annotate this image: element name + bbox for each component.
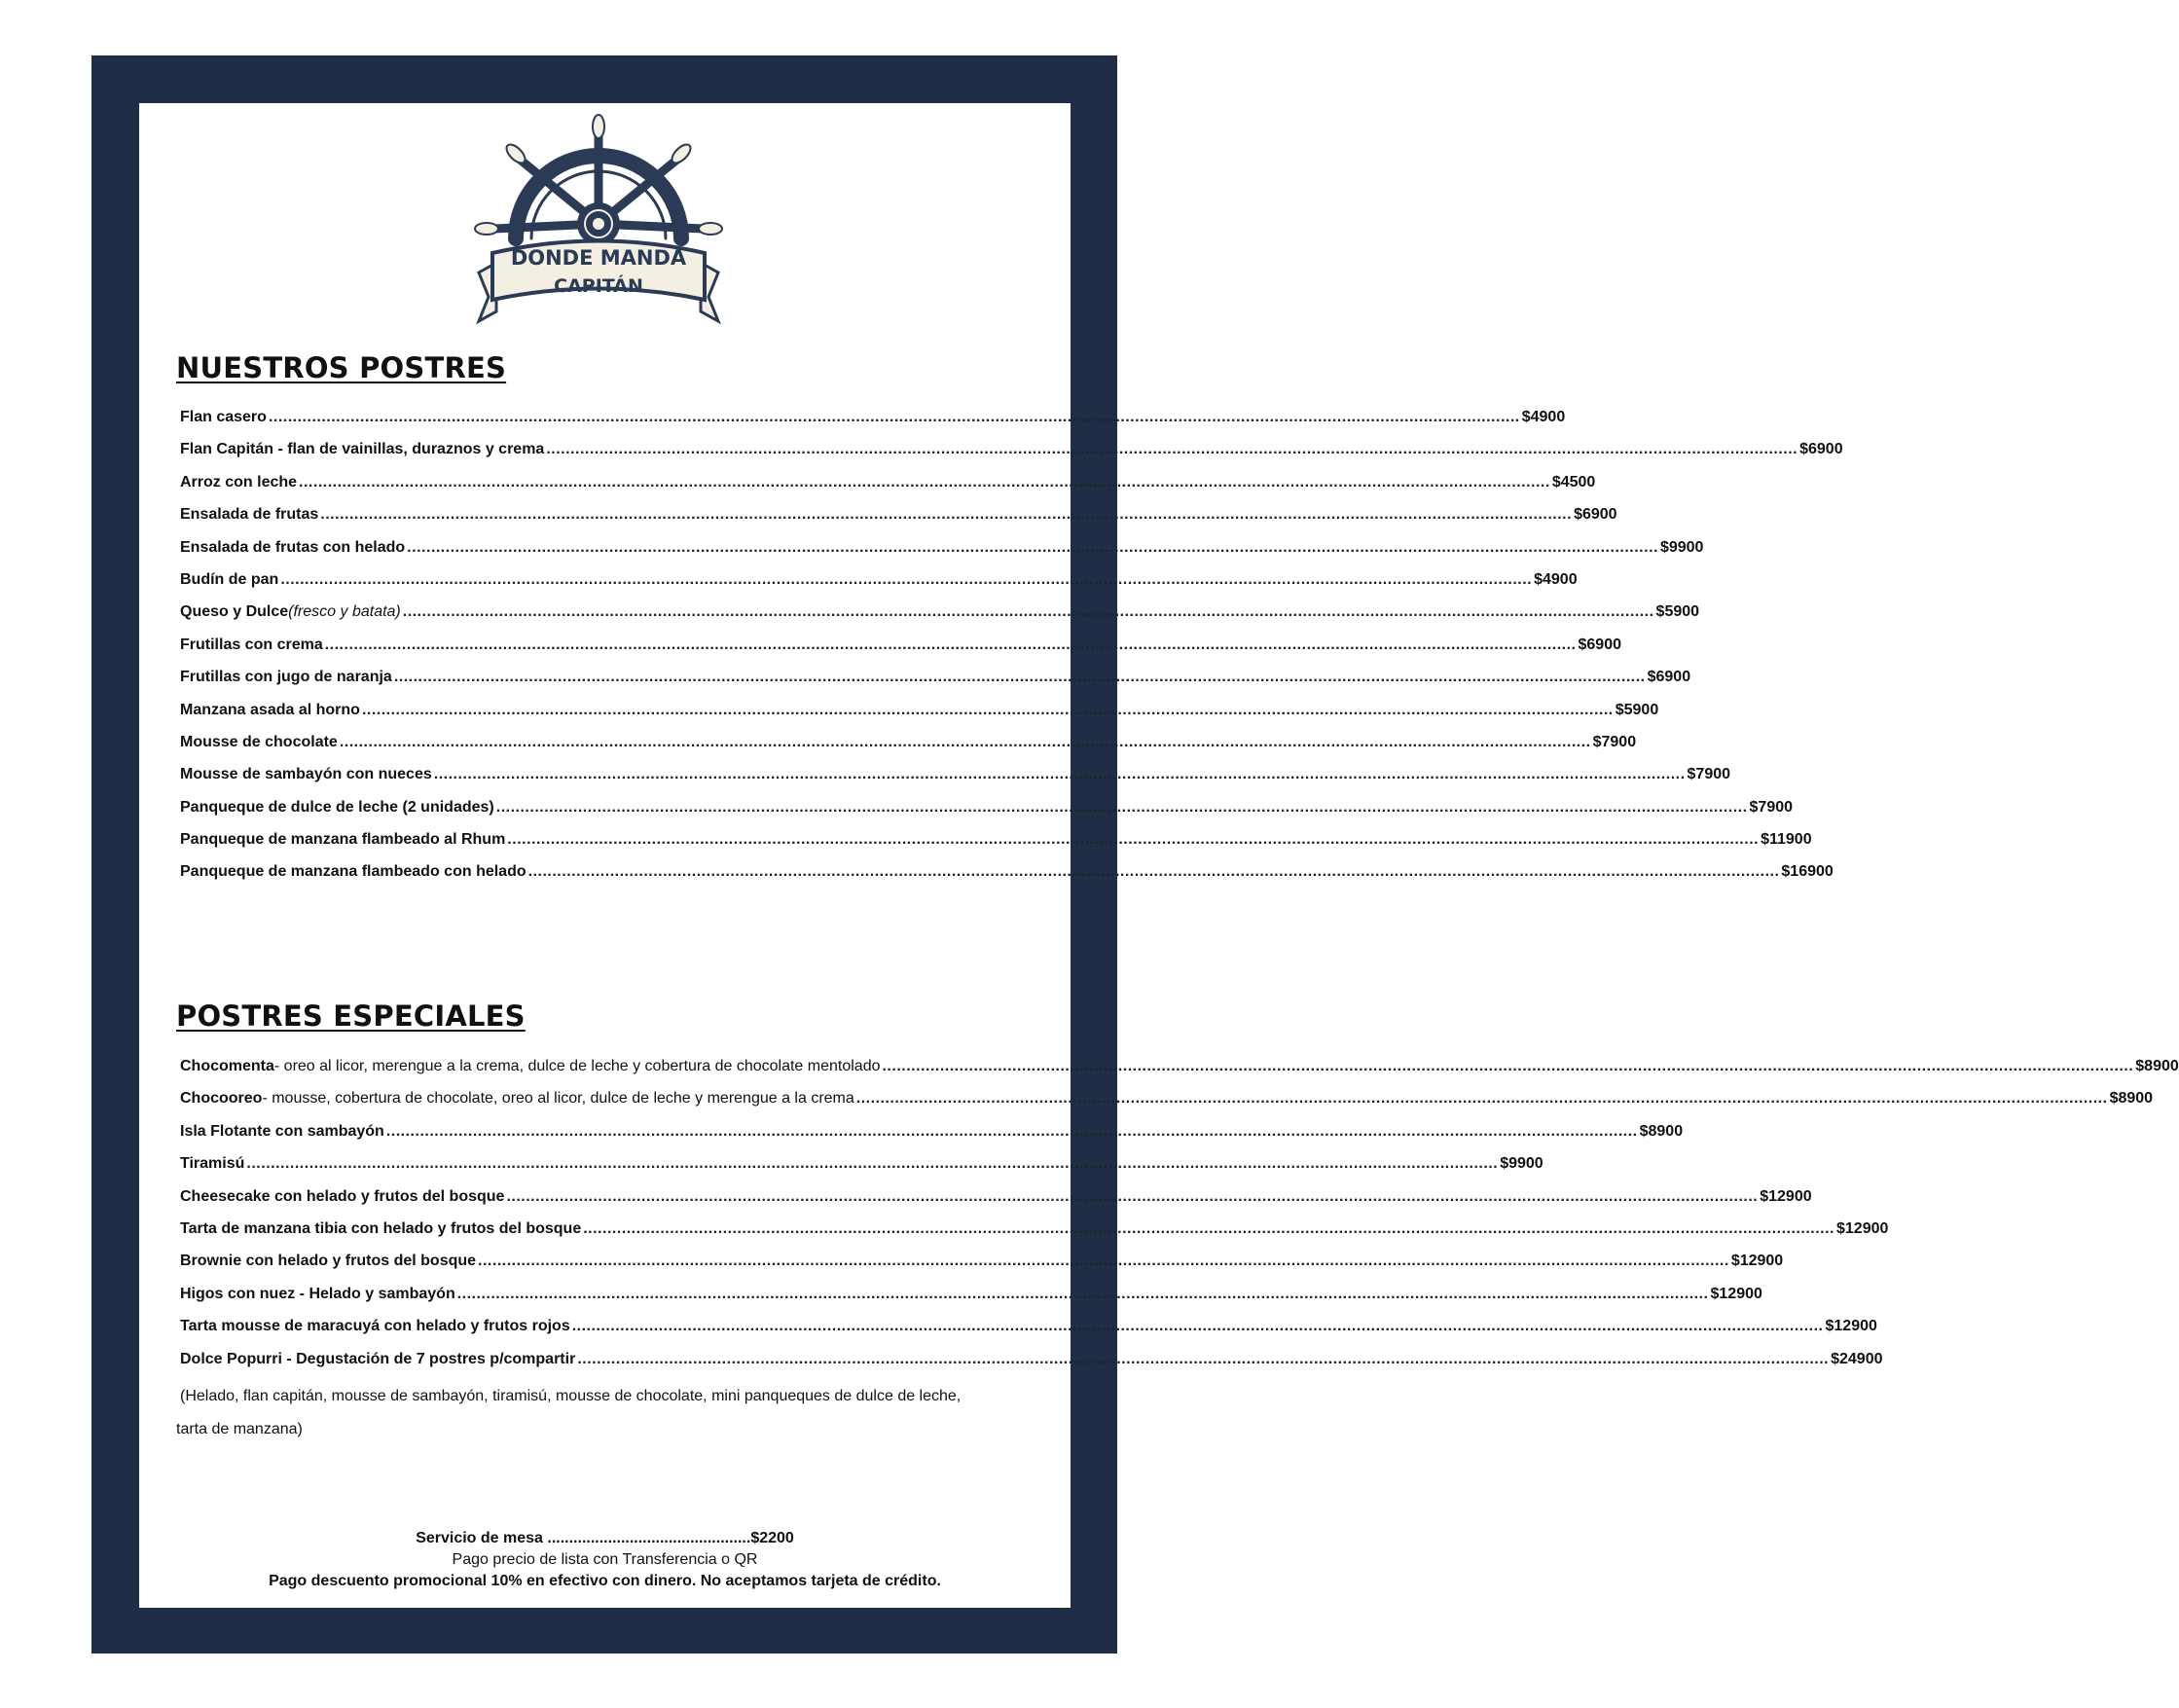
menu-item-name: Flan casero <box>180 409 267 425</box>
dot-leader: .................................................................................................................................................................................................................................................................... <box>527 863 1780 881</box>
menu-item <box>180 862 1834 894</box>
menu-item-price: $8900 <box>1639 1122 1684 1140</box>
menu-item-price: $24900 <box>1831 1350 1883 1367</box>
menu-item-price: $5900 <box>1615 701 1659 718</box>
menu-item-name: Manzana asada al horno <box>180 701 360 718</box>
menu-item <box>180 636 1621 668</box>
service-label: Servicio de mesa <box>416 1530 548 1546</box>
menu-item-name: Isla Flotante con sambayón <box>180 1122 384 1140</box>
menu-item-price: $7900 <box>1687 766 1731 783</box>
menu-item <box>180 602 1700 635</box>
menu-item-price: $4500 <box>1551 473 1596 491</box>
menu-item-name: Frutillas con jugo de naranja <box>180 669 392 686</box>
menu-item-price: $5900 <box>1655 603 1700 621</box>
dot-leader: .................................................................................................................................................................................................................................................................... <box>546 441 1798 458</box>
dot-leader: .................................................................................................................................................................................................................................................................... <box>433 766 1686 783</box>
menu-item <box>180 1122 1684 1154</box>
menu-item-price: $12900 <box>1710 1285 1762 1302</box>
menu-item-name: Ensalada de frutas con helado <box>180 538 406 556</box>
service-charge <box>139 1528 1071 1549</box>
menu-item-description: (fresco y batata) <box>288 603 401 621</box>
menu-item-name: Mousse de chocolate <box>180 733 338 750</box>
service-dots: ............................................... <box>547 1530 751 1546</box>
menu-item <box>180 538 1704 570</box>
dot-leader: .................................................................................................................................................................................................................................................................... <box>385 1122 1638 1140</box>
menu-item-price: $6900 <box>1574 506 1617 524</box>
menu-item <box>180 830 1812 862</box>
menu-item-name: Dolce Popurri - Degustación de 7 postres p/compartir <box>180 1350 576 1367</box>
dot-leader: .................................................................................................................................................................................................................................................................... <box>268 409 1520 425</box>
menu-item-name: Tiramisú <box>180 1155 245 1173</box>
dot-leader: .................................................................................................................................................................................................................................................................... <box>339 733 1591 750</box>
menu-item-name: Flan Capitán - flan de vainillas, duraznos y crema <box>180 441 545 458</box>
dot-leader: .................................................................................................................................................................................................................................................................... <box>882 1058 2134 1074</box>
payment-list-note: Pago precio de lista con Transferencia o QR <box>452 1551 758 1568</box>
menu-item-name: Panqueque de manzana flambeado con helado <box>180 863 527 881</box>
dot-leader: .................................................................................................................................................................................................................................................................... <box>280 570 1533 588</box>
payment-discount-note: Pago descuento promocional 10% en efectivo con dinero. No aceptamos tarjeta de crédito. <box>269 1573 941 1589</box>
menu-item-name: Tarta mousse de maracuyá con helado y frutos rojos <box>180 1318 570 1335</box>
menu-item-price: $8900 <box>2135 1058 2179 1074</box>
menu-item-price: $6900 <box>1578 636 1621 653</box>
menu-item-description: - oreo al licor, merengue a la crema, dulce de leche y cobertura de chocolate mentolado <box>273 1058 881 1074</box>
menu-item <box>180 1154 1543 1186</box>
menu-item-price: $8900 <box>2109 1090 2154 1108</box>
dot-leader: .................................................................................................................................................................................................................................................................... <box>495 798 1748 816</box>
menu-item <box>180 668 1691 700</box>
menu-item <box>180 1350 1883 1382</box>
menu-item-price: $4900 <box>1534 570 1578 588</box>
menu-item-name: Panqueque de manzana flambeado al Rhum <box>180 831 506 849</box>
dot-leader: .................................................................................................................................................................................................................................................................... <box>320 506 1573 524</box>
footer <box>139 1528 1071 1592</box>
menu-item <box>180 473 1596 505</box>
logo-line2: CAPITÁN <box>554 275 643 297</box>
menu-item-name: Chocooreo <box>180 1090 263 1108</box>
menu-item-name: Ensalada de frutas <box>180 506 319 524</box>
menu-item <box>180 1187 1812 1219</box>
menu-item-description: - mousse, cobertura de chocolate, oreo al licor, dulce de leche y merengue a la crema <box>262 1090 854 1108</box>
menu-item-price: $9900 <box>1500 1155 1543 1173</box>
dot-leader: .................................................................................................................................................................................................................................................................... <box>299 473 1550 491</box>
dot-leader: .................................................................................................................................................................................................................................................................... <box>583 1219 1834 1237</box>
menu-item <box>180 1317 1877 1349</box>
menu-item <box>180 701 1659 733</box>
menu-item <box>180 505 1617 537</box>
dot-leader: .................................................................................................................................................................................................................................................................... <box>577 1350 1830 1367</box>
dot-leader: .................................................................................................................................................................................................................................................................... <box>402 603 1654 621</box>
menu-item <box>180 408 1566 440</box>
dessert-list <box>180 408 1843 895</box>
menu-item-name: Mousse de sambayón con nueces <box>180 766 432 783</box>
menu-item-price: $9900 <box>1659 538 1704 556</box>
menu-item <box>180 1089 2154 1121</box>
dot-leader: .................................................................................................................................................................................................................................................................... <box>571 1318 1824 1335</box>
menu-item-price: $12900 <box>1825 1318 1877 1335</box>
menu-item-name: Queso y Dulce <box>180 603 289 621</box>
menu-item-price: $4900 <box>1521 409 1566 425</box>
menu-item-name: Panqueque de dulce de leche (2 unidades) <box>180 798 494 816</box>
menu-item-name: Brownie con helado y frutos del bosque <box>180 1253 477 1270</box>
dot-leader: .................................................................................................................................................................................................................................................................... <box>507 831 1760 849</box>
menu-item <box>180 733 1637 765</box>
ship-wheel-icon <box>457 117 740 331</box>
dot-leader: .................................................................................................................................................................................................................................................................... <box>393 669 1646 686</box>
section-title-postres-especiales: POSTRES ESPECIALES <box>176 999 526 1033</box>
dot-leader: .................................................................................................................................................................................................................................................................... <box>407 538 1658 556</box>
dot-leader: .................................................................................................................................................................................................................................................................... <box>855 1090 2108 1108</box>
menu-item <box>180 1285 1762 1317</box>
dot-leader: .................................................................................................................................................................................................................................................................... <box>324 636 1577 653</box>
menu-item-name: Higos con nuez - Helado y sambayón <box>180 1285 455 1302</box>
dot-leader: .................................................................................................................................................................................................................................................................... <box>456 1285 1709 1302</box>
menu-item-price: $16900 <box>1781 863 1834 881</box>
section-title-nuestros-postres: NUESTROS POSTRES <box>176 351 507 384</box>
menu-item-price: $11900 <box>1761 831 1812 849</box>
menu-item <box>180 798 1794 830</box>
menu-item-price: $12900 <box>1730 1253 1784 1270</box>
menu-item-price: $6900 <box>1799 441 1843 458</box>
menu-item-price: $7900 <box>1592 733 1637 750</box>
menu-item <box>180 1219 1889 1252</box>
dot-leader: .................................................................................................................................................................................................................................................................... <box>246 1155 1499 1173</box>
menu-item-price: $7900 <box>1749 798 1794 816</box>
menu-item-name: Cheesecake con helado y frutos del bosque <box>180 1187 505 1205</box>
dot-leader: .................................................................................................................................................................................................................................................................... <box>506 1187 1759 1205</box>
dot-leader: .................................................................................................................................................................................................................................................................... <box>361 701 1614 718</box>
menu-item-name: Tarta de manzana tibia con helado y frutos del bosque <box>180 1219 582 1237</box>
menu-item-name: Budín de pan <box>180 570 279 588</box>
service-price: $2200 <box>750 1530 794 1546</box>
dolce-popurri-note: (Helado, flan capitán, mousse de sambayón, tiramisú, mousse de chocolate, mini panqueques de dulce de leche, tarta de manzana) <box>176 1388 962 1437</box>
logo-line1: DONDE MANDA <box>510 246 687 270</box>
menu-item-name: Chocomenta <box>180 1058 274 1074</box>
menu-item-price: $6900 <box>1647 669 1691 686</box>
dot-leader: .................................................................................................................................................................................................................................................................... <box>478 1253 1729 1270</box>
menu-item <box>180 440 1843 472</box>
menu-item <box>180 1057 2179 1089</box>
menu-item <box>180 1252 1784 1284</box>
menu-item <box>180 570 1578 602</box>
menu-item-price: $12900 <box>1836 1219 1889 1237</box>
menu-item-price: $12900 <box>1760 1187 1812 1205</box>
menu-item-name: Frutillas con crema <box>180 636 323 653</box>
menu-item <box>180 765 1731 797</box>
menu-item-name: Arroz con leche <box>180 473 298 491</box>
special-dessert-list <box>180 1057 2179 1382</box>
